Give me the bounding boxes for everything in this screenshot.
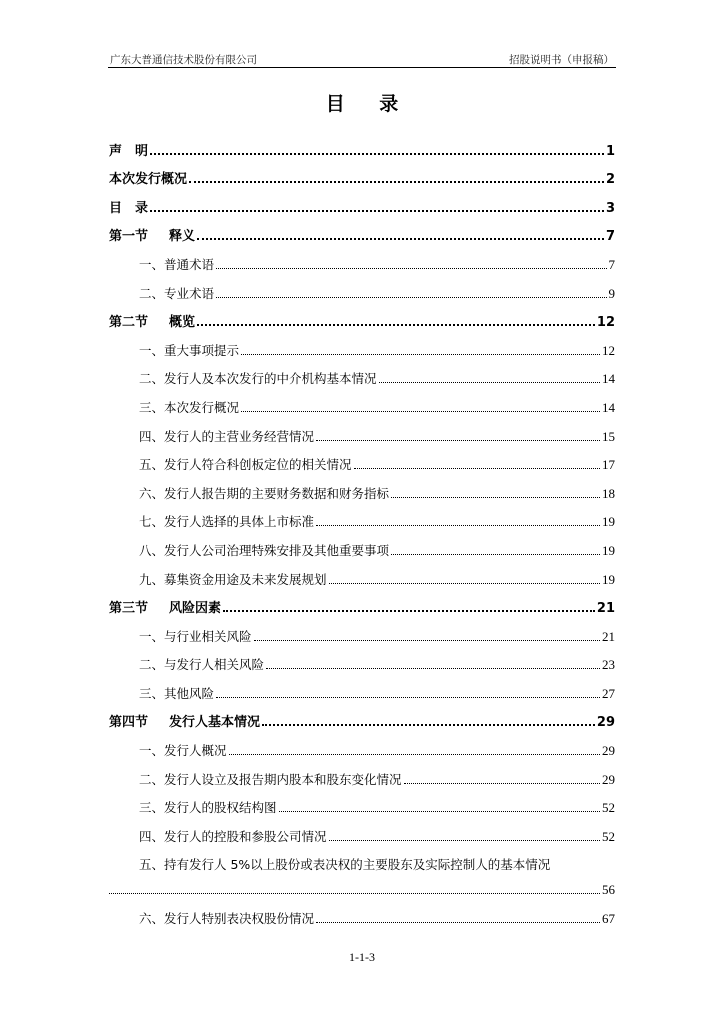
- toc-leader-dots: [197, 238, 604, 240]
- toc-leader-dots: [216, 268, 606, 269]
- toc-entry[interactable]: [109, 730, 615, 759]
- toc-entry-label: 四、发行人的主营业务经营情况: [139, 428, 315, 444]
- toc-entry-page: 12: [602, 342, 615, 358]
- toc-entry-page: 19: [602, 514, 615, 530]
- toc-entry-label: 二、发行人及本次发行的中介机构基本情况: [139, 371, 377, 387]
- toc-entry-label: 五、发行人符合科创板定位的相关情况: [139, 457, 352, 473]
- page-number: 1-1-3: [349, 950, 375, 964]
- toc-entry[interactable]: [109, 445, 615, 474]
- toc-entry-label: 三、其他风险: [139, 685, 215, 701]
- toc-leader-dots: [354, 468, 600, 469]
- toc-entry-page: 1: [605, 143, 615, 159]
- page-header: [108, 52, 616, 68]
- toc-entry-label: 六、发行人报告期的主要财务数据和财务指标: [139, 485, 390, 501]
- toc-entry[interactable]: [109, 898, 615, 927]
- toc-entry-page: 18: [602, 485, 615, 501]
- toc-entry-page: 52: [602, 828, 615, 844]
- toc-entry-page: 2: [605, 172, 615, 188]
- toc-entry[interactable]: [109, 530, 615, 559]
- toc-entry[interactable]: [109, 387, 615, 416]
- toc-entry-page: 14: [602, 399, 615, 415]
- toc-leader-dots: [316, 440, 600, 441]
- toc-entry-page: 67: [602, 911, 615, 927]
- toc-chapter-entry[interactable]: [109, 302, 615, 331]
- toc-entry-page: 12: [596, 315, 615, 331]
- toc-leader-dots: [241, 354, 600, 355]
- toc-leader-dots: [279, 811, 600, 812]
- toc-leader-dots: [241, 411, 600, 412]
- toc-entry-page: 3: [605, 200, 615, 216]
- toc-entry-label: [109, 597, 223, 616]
- toc-entry[interactable]: [109, 502, 615, 531]
- toc-entry-label: 一、普通术语: [139, 256, 215, 272]
- toc-leader-dots: [262, 724, 595, 726]
- toc-leader-dots: [216, 297, 606, 298]
- toc-entry[interactable]: [109, 416, 615, 445]
- toc-entry-page: 15: [602, 428, 615, 444]
- toc-leader-dots: [329, 583, 600, 584]
- header-company-name: 广东大普通信技术股份有限公司: [110, 54, 257, 66]
- header-divider: [108, 67, 616, 68]
- toc-entry-page: 29: [602, 771, 615, 787]
- toc-entry-label: [109, 711, 262, 730]
- toc-leader-dots: [254, 640, 600, 641]
- toc-entry-page: 52: [602, 800, 615, 816]
- toc-entry-page: 56: [602, 882, 615, 898]
- toc-section-title: 概览: [169, 315, 196, 331]
- toc-leader-dots: [229, 754, 600, 755]
- toc-entry-page: 29: [602, 743, 615, 759]
- toc-entry[interactable]: [109, 273, 615, 302]
- toc-section-title: 释义: [169, 229, 196, 245]
- page-title: 目 录: [325, 93, 413, 115]
- toc-leader-dots: [150, 210, 604, 212]
- toc-entry-label: 七、发行人选择的具体上市标准: [139, 514, 315, 530]
- toc-leader-dots: [391, 497, 600, 498]
- toc-leader-dots: [109, 893, 600, 894]
- toc-entry-label: 八、发行人公司治理特殊安排及其他重要事项: [139, 542, 390, 558]
- toc-entry-page: 19: [602, 571, 615, 587]
- toc-entry-page: 29: [596, 715, 615, 731]
- toc-entry[interactable]: [109, 845, 615, 874]
- header-document-title: 招股说明书（申报稿）: [509, 54, 614, 66]
- toc-entry[interactable]: [109, 616, 615, 645]
- toc-leader-dots: [266, 668, 600, 669]
- toc-entry[interactable]: [109, 244, 615, 273]
- toc-section-number: 第三节: [109, 601, 149, 617]
- toc-entry[interactable]: [109, 645, 615, 674]
- toc-entry-label: 四、发行人的控股和参股公司情况: [139, 828, 327, 844]
- toc-entry[interactable]: [109, 816, 615, 845]
- toc-section-number: 第四节: [109, 715, 149, 731]
- toc-entry-page: 7: [605, 229, 615, 245]
- toc-entry[interactable]: [109, 673, 615, 702]
- toc-entry-label: [109, 225, 197, 244]
- toc-entry-label: [109, 311, 197, 330]
- toc-entry-label: 九、募集资金用途及未来发展规划: [139, 571, 327, 587]
- toc-entry-page: 27: [602, 685, 615, 701]
- toc-leader-dots: [223, 610, 595, 612]
- toc-entry-label: 二、专业术语: [139, 285, 215, 301]
- toc-entry-page: 9: [608, 285, 615, 301]
- toc-entry-label: 一、重大事项提示: [139, 342, 240, 358]
- toc-entry-continuation[interactable]: [109, 873, 615, 898]
- table-of-contents: [109, 130, 615, 927]
- toc-entry-page: 19: [602, 542, 615, 558]
- toc-entry-label: 二、与发行人相关风险: [139, 657, 265, 673]
- toc-section-title: 发行人基本情况: [169, 715, 261, 731]
- toc-entry-label: 一、发行人概况: [139, 743, 227, 759]
- toc-leader-dots: [316, 525, 600, 526]
- toc-entry-page: 23: [602, 657, 615, 673]
- toc-entry-label: 一、与行业相关风险: [139, 628, 252, 644]
- toc-section-title: 风险因素: [169, 601, 222, 617]
- toc-leader-dots: [404, 783, 600, 784]
- toc-entry-label: 六、发行人特别表决权股份情况: [139, 911, 315, 927]
- toc-entry-page: 14: [602, 371, 615, 387]
- toc-chapter-entry[interactable]: [109, 159, 615, 188]
- toc-entry[interactable]: [109, 330, 615, 359]
- toc-leader-dots: [150, 153, 604, 155]
- toc-leader-dots: [316, 922, 600, 923]
- toc-section-number: 第一节: [109, 229, 149, 245]
- toc-entry-label: 三、发行人的股权结构图: [139, 800, 277, 816]
- toc-chapter-entry[interactable]: [109, 588, 615, 617]
- toc-chapter-entry[interactable]: [109, 702, 615, 731]
- toc-leader-dots: [197, 324, 595, 326]
- toc-chapter-entry[interactable]: [109, 130, 615, 159]
- toc-entry-label: 五、持有发行人 5%以上股份或表决权的主要股东及实际控制人的基本情况: [139, 857, 551, 873]
- toc-leader-dots: [379, 382, 600, 383]
- toc-chapter-entry[interactable]: [109, 187, 615, 216]
- toc-chapter-entry[interactable]: [109, 216, 615, 245]
- toc-entry-label: 三、本次发行概况: [139, 399, 240, 415]
- toc-entry[interactable]: [109, 473, 615, 502]
- toc-entry[interactable]: [109, 759, 615, 788]
- toc-section-number: 第二节: [109, 315, 149, 331]
- toc-entry[interactable]: [109, 359, 615, 388]
- toc-entry[interactable]: [109, 788, 615, 817]
- toc-entry-label: 本次发行概况: [109, 172, 188, 188]
- toc-entry[interactable]: [109, 559, 615, 588]
- toc-entry-label: 目 录: [109, 200, 149, 216]
- toc-entry-label: 声 明: [109, 143, 149, 159]
- toc-entry-page: 21: [596, 601, 615, 617]
- toc-leader-dots: [391, 554, 600, 555]
- toc-entry-page: 21: [602, 628, 615, 644]
- toc-leader-dots: [189, 181, 604, 183]
- toc-leader-dots: [329, 840, 600, 841]
- toc-entry-page: 7: [608, 256, 615, 272]
- toc-leader-dots: [216, 697, 600, 698]
- toc-entry-page: 17: [602, 457, 615, 473]
- toc-entry-label: 二、发行人设立及报告期内股本和股东变化情况: [139, 771, 402, 787]
